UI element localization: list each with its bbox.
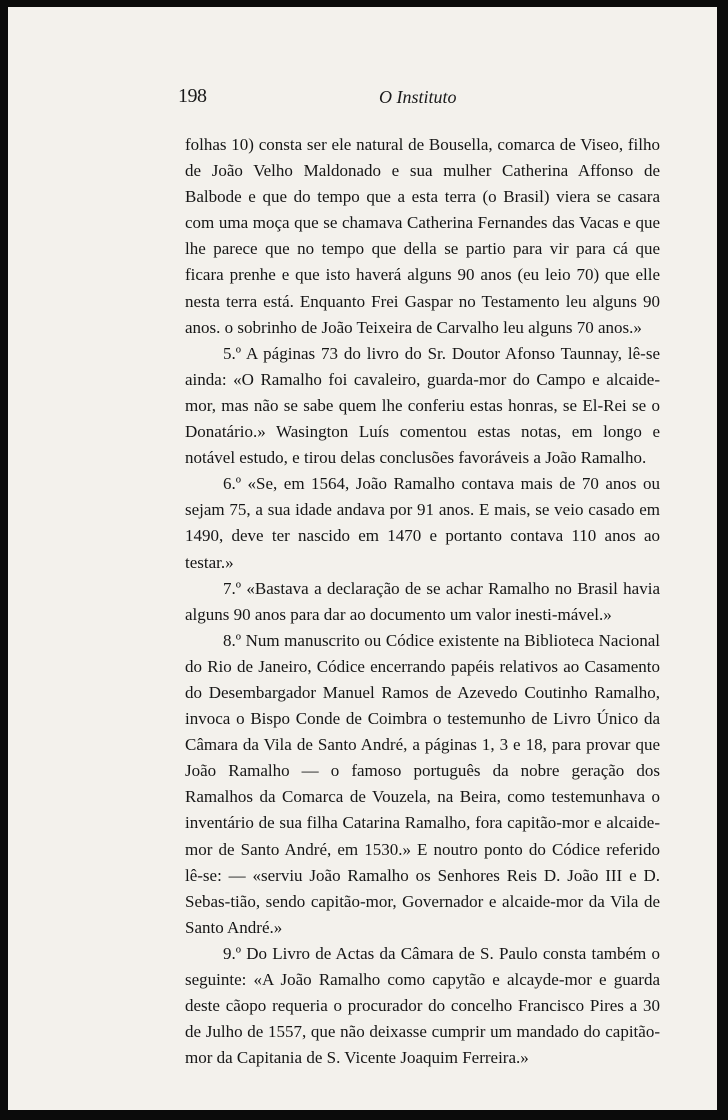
page-header [175,81,575,109]
paragraph-item-7: 7.º «Bastava a declaração de se achar Ramalho no Brasil havia alguns 90 anos para dar ao documento um valor inesti-mável.» [185,578,660,624]
paragraph-continuation: folhas 10) consta ser ele natural de Bousella, comarca de Viseo, filho de João Velho Maldonado e sua mulher Catherina Affonso de Balbode e que do tempo que a esta terra (o Brasil) viera se casara com uma moça que se chamava Catherina Fernandes das Vacas e que lhe parece que no tempo que della se partio para vir para cá que ficara prenhe e que isto haverá alguns 90 anos (eu leio 70) que elle nesta terra está. Enquanto Frei Gaspar no Testamento leu alguns 90 anos. o sobrinho de João Teixeira de Carvalho leu alguns 70 anos.» [185,135,660,337]
paragraph-item-5: 5.º A páginas 73 do livro do Sr. Doutor Afonso Taunnay, lê-se ainda: «O Ramalho foi cavaleiro, guarda-mor do Campo e alcaide-mor, mas não se sabe quem lhe conferiu estas honras, se El-Rei se o Donatário.» Wasington Luís comentou estas notas, em longo e notável estudo, e tirou delas conclusões favoráveis a João Ramalho. [185,343,660,468]
book-page [8,7,717,1110]
paragraph-item-6: 6.º «Se, em 1564, João Ramalho contava mais de 70 anos ou sejam 75, a sua idade andava por 91 anos. E mais, se veio casado em 1490, deve ter nascido em 1470 e portanto contava 110 anos ao testar.» [185,474,660,572]
page-number: 198 [178,85,207,107]
body-text [185,132,660,1071]
paragraph-item-8: 8.º Num manuscrito ou Códice existente na Biblioteca Nacional do Rio de Janeiro, Códice encerrando papéis relativos ao Casamento do Desembargador Manuel Ramos de Azevedo Coutinho Ramalho, invoca o Bispo Conde de Coimbra o testemunho de Livro Único da Câmara da Vila de Santo André, a páginas 1, 3 e 18, para provar que João Ramalho — o famoso português da nobre geração dos Ramalhos da Comarca de Vouzela, na Beira, como testemunhava o inventário de sua filha Catarina Ramalho, fora capitão-mor e alcaide-mor de Santo André, em 1530.» E noutro ponto do Códice referido lê-se: — «serviu João Ramalho os Senhores Reis D. João III e D. Sebas-tião, sendo capitão-mor, Governador e alcaide-mor da Vila de Santo André.» [185,630,660,937]
running-title: O Instituto [379,87,457,107]
paragraph-item-9: 9.º Do Livro de Actas da Câmara de S. Paulo consta também o seguinte: «A João Ramalho como capytão e alcayde-mor e guarda deste cãopo requeria o procurador do concelho Francisco Pires a 30 de Julho de 1557, que não deixasse cumprir um mandado do capitão-mor da Capitania de S. Vicente Joaquim Ferreira.» [185,943,660,1068]
